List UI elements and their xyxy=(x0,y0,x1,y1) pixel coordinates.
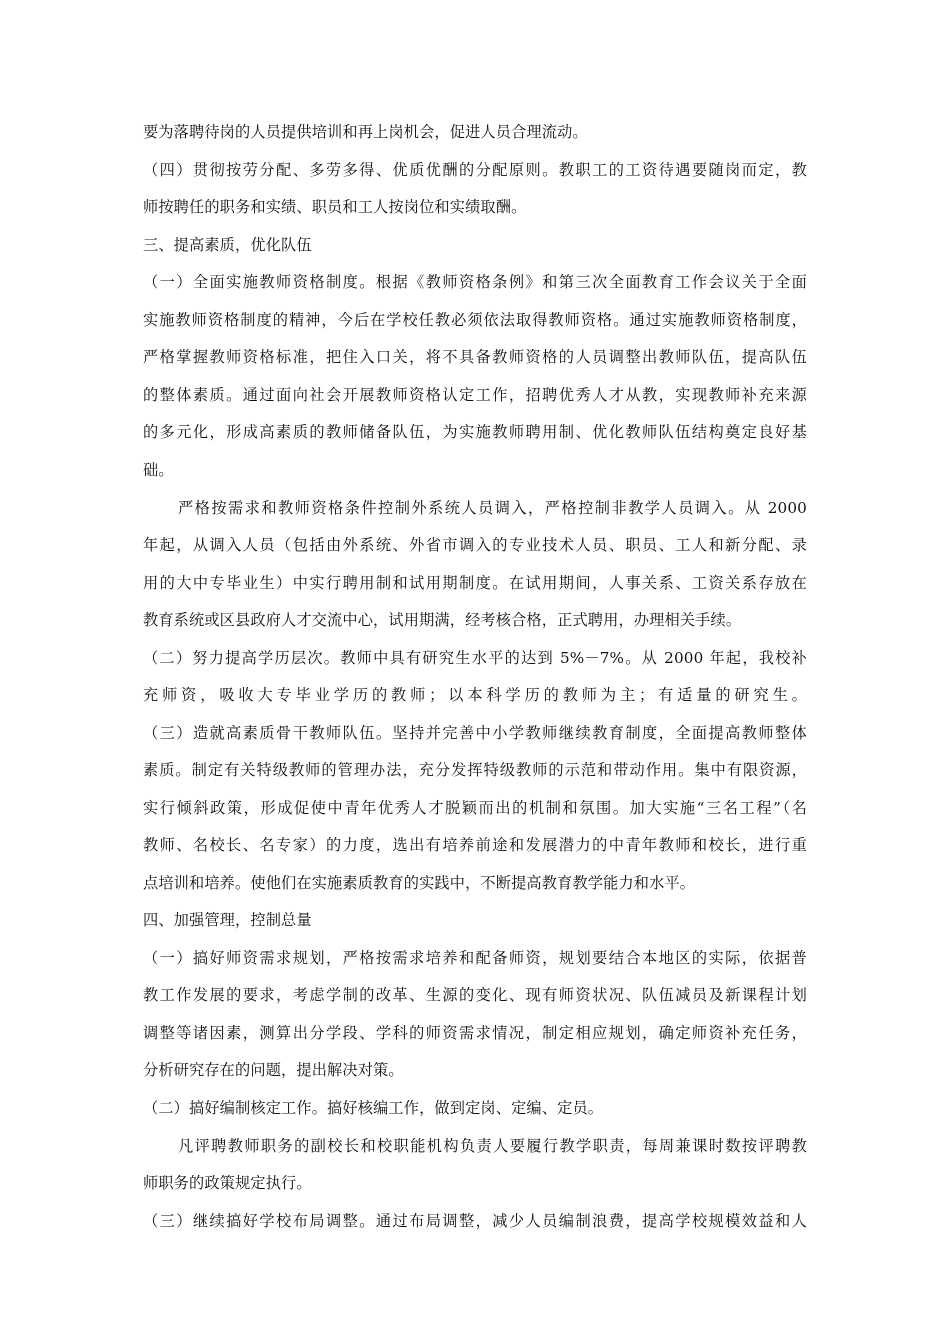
text-line: 要为落聘待岗的人员提供培训和再上岗机会，促进人员合理流动。 xyxy=(143,123,588,141)
text-line: 年起，从调入人员（包括由外系统、外省市调入的专业技术人员、职员、工人和新分配、录 xyxy=(143,536,807,554)
text-line: 凡评聘教师职务的副校长和校职能机构负责人要履行教学职责，每周兼课时数按评聘教 xyxy=(178,1137,807,1155)
text-line: 用的大中专毕业生）中实行聘用制和试用期制度。在试用期间，人事关系、工资关系存放在 xyxy=(143,574,807,592)
text-line: 调整等诸因素，测算出分学段、学科的师资需求情况，制定相应规划，确定师资补充任务， xyxy=(143,1024,807,1042)
section-heading: 四、加强管理，控制总量 xyxy=(143,911,312,929)
text-line: 教育系统或区县政府人才交流中心，试用期满，经考核合格，正式聘用，办理相关手续。 xyxy=(143,611,742,629)
text-line: （二）搞好编制核定工作。搞好核编工作，做到定岗、定编、定员。 xyxy=(143,1099,604,1117)
text-line: 的整体素质。通过面向社会开展教师资格认定工作，招聘优秀人才从教，实现教师补充来源 xyxy=(143,386,807,404)
text-line: 的多元化，形成高素质的教师储备队伍，为实施教师聘用制、优化教师队伍结构奠定良好基 xyxy=(143,423,807,441)
text-line: 础。 xyxy=(143,461,174,479)
text-line: 教工作发展的要求，考虑学制的改革、生源的变化、现有师资状况、队伍减员及新课程计划 xyxy=(143,986,807,1004)
text-line: 师职务的政策规定执行。 xyxy=(143,1174,312,1192)
section-heading: 三、提高素质，优化队伍 xyxy=(143,236,312,254)
text-line: 教师、名校长、名专家）的力度，选出有培养前途和发展潜力的中青年教师和校长，进行重 xyxy=(143,836,807,854)
text-line: （二）努力提高学历层次。教师中具有研究生水平的达到 5%－7%。从 2000 年起，我校补 xyxy=(143,649,807,667)
text-line: 充师资，吸收大专毕业学历的教师；以本科学历的教师为主；有适量的研究生。 xyxy=(143,686,807,704)
text-line: 素质。制定有关特级教师的管理办法，充分发挥特级教师的示范和带动作用。集中有限资源， xyxy=(143,761,807,779)
text-line: 分析研究存在的问题，提出解决对策。 xyxy=(143,1061,404,1079)
text-line: 严格按需求和教师资格条件控制外系统人员调入，严格控制非教学人员调入。从 2000 xyxy=(178,499,807,517)
text-line: 严格掌握教师资格标准，把住入口关，将不具备教师资格的人员调整出教师队伍，提高队伍 xyxy=(143,348,807,366)
text-line: 实施教师资格制度的精神，今后在学校任教必须依法取得教师资格。通过实施教师资格制度， xyxy=(143,311,807,329)
text-line: 师按聘任的职务和实绩、职员和工人按岗位和实绩取酬。 xyxy=(143,198,527,216)
text-line: （一）搞好师资需求规划，严格按需求培养和配备师资，规划要结合本地区的实际，依据普 xyxy=(143,949,807,967)
text-line: （三）造就高素质骨干教师队伍。坚持并完善中小学教师继续教育制度，全面提高教师整体 xyxy=(143,724,807,742)
text-line: （三）继续搞好学校布局调整。通过布局调整，减少人员编制浪费，提高学校规模效益和人 xyxy=(143,1212,807,1230)
text-line: （四）贯彻按劳分配、多劳多得、优质优酬的分配原则。教职工的工资待遇要随岗而定，教 xyxy=(143,161,807,179)
text-line: 实行倾斜政策，形成促使中青年优秀人才脱颖而出的机制和氛围。加大实施“三名工程”（名 xyxy=(143,799,807,817)
text-line: （一）全面实施教师资格制度。根据《教师资格条例》和第三次全面教育工作会议关于全面 xyxy=(143,273,807,291)
text-line: 点培训和培养。使他们在实施素质教育的实践中，不断提高教育教学能力和水平。 xyxy=(143,874,696,892)
